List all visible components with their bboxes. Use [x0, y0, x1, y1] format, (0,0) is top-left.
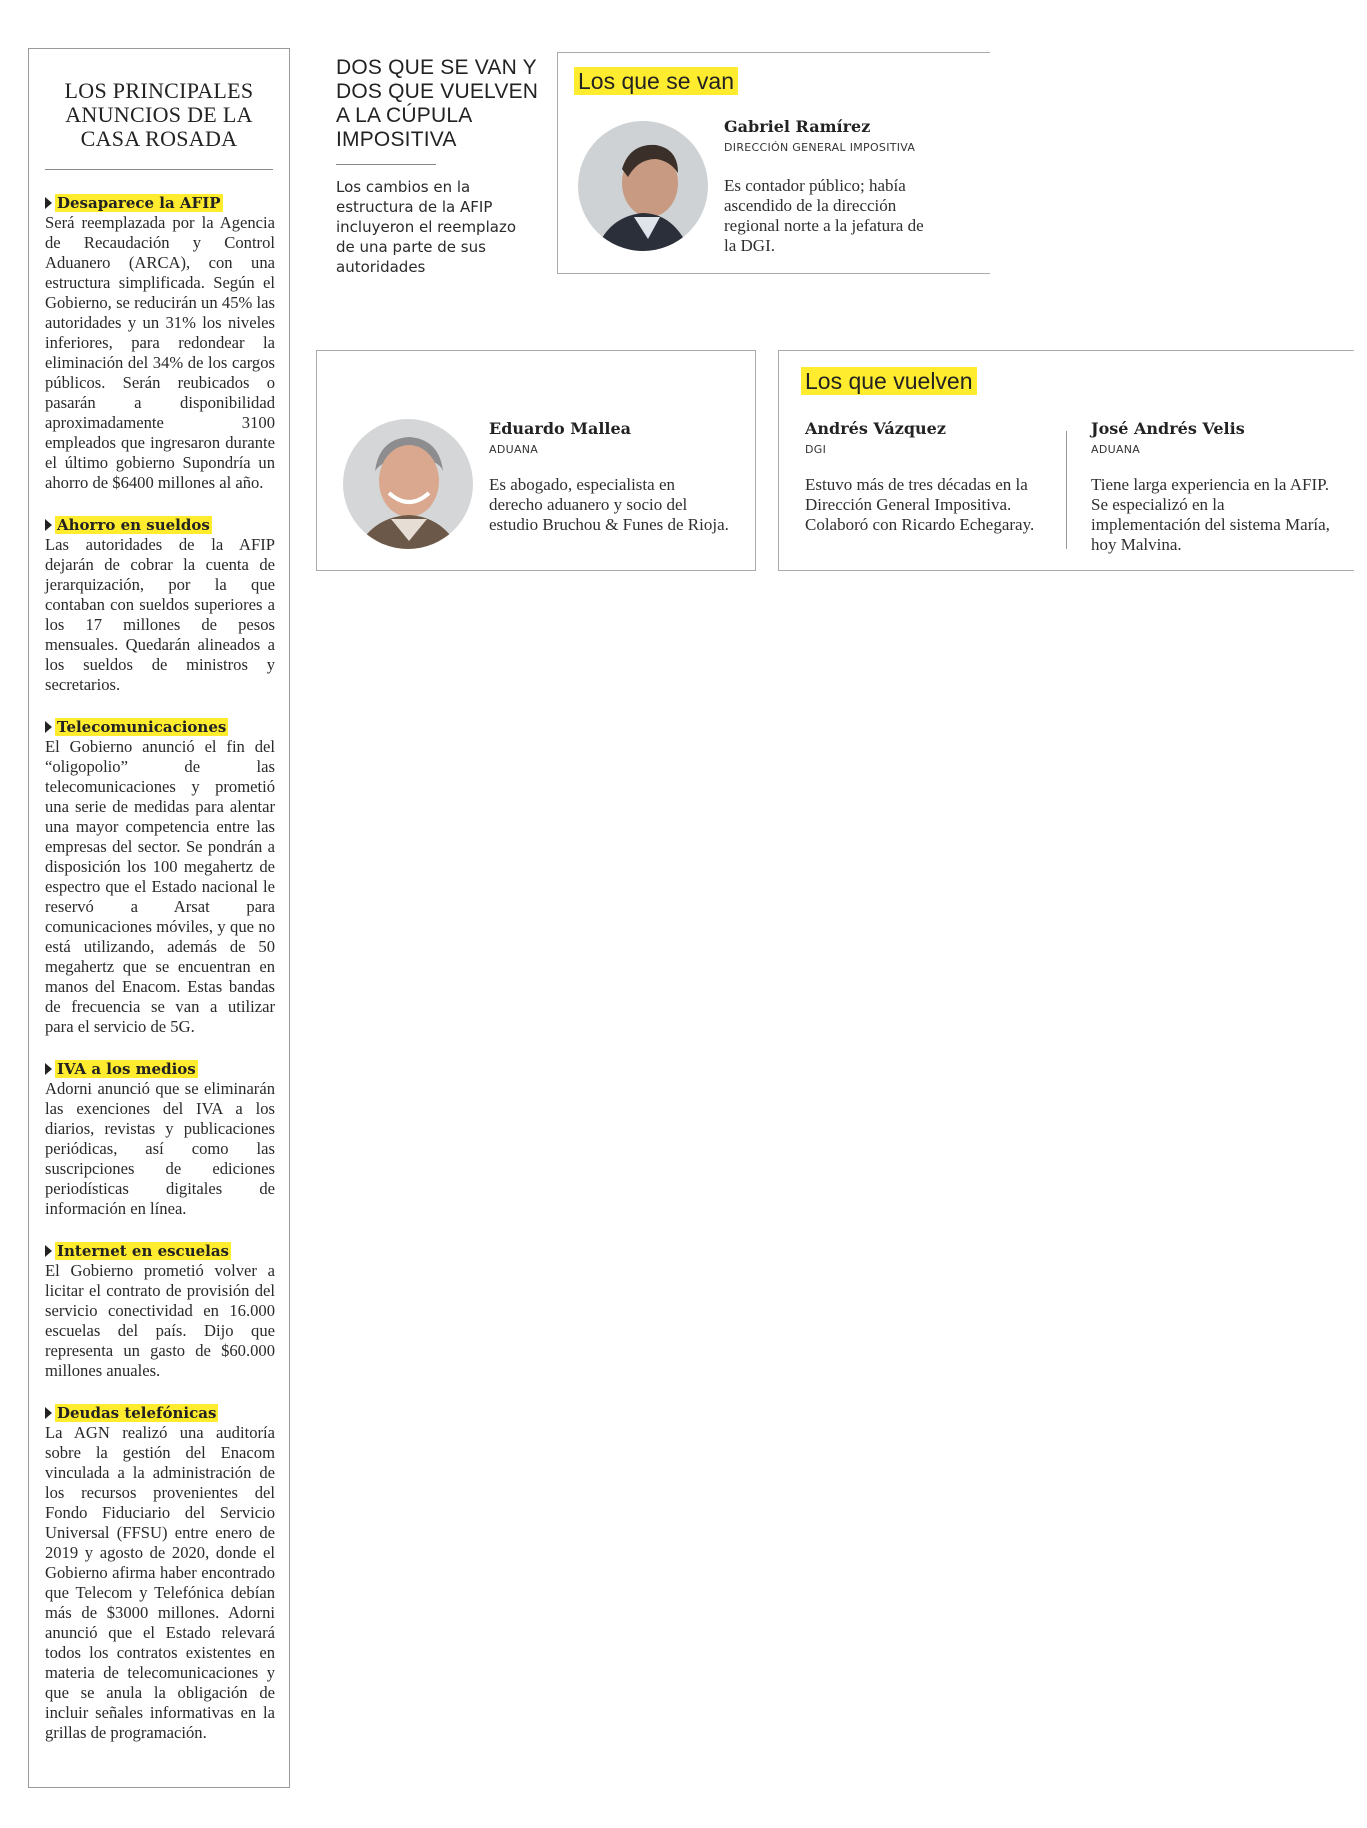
bullet-triangle-icon — [45, 1063, 52, 1075]
headline-divider — [336, 164, 436, 165]
announcement-body: Adorni anunció que se eliminarán las exenciones del IVA a los diarios, revistas y publicaciones periódicas, así como las suscripciones de ediciones periodísticas digitales de información en línea. — [45, 1079, 275, 1218]
person-role: ADUANA — [489, 443, 539, 456]
announcement-item — [45, 1059, 275, 1219]
article-headline: DOS QUE SE VAN Y DOS QUE VUELVEN A LA CÚPULA IMPOSITIVA — [336, 56, 539, 151]
announcement-title: Desaparece la AFIP — [57, 194, 221, 212]
bullet-triangle-icon — [45, 197, 52, 209]
announcement-body: El Gobierno prometió volver a licitar el contrato de provisión del servicio conectividad en 16.000 escuelas del país. Dijo que representa un gasto de $60.000 millones anuales. — [45, 1261, 275, 1380]
person-description: Tiene larga experiencia en la AFIP. Se especializó en la implementación del sistema María, hoy Malvina. — [1091, 475, 1330, 554]
mallea-box — [316, 350, 756, 571]
returning-section-title: Los que vuelven — [801, 367, 977, 395]
bullet-triangle-icon — [45, 721, 52, 733]
announcement-title: Ahorro en sueldos — [57, 516, 210, 534]
announcement-body: La AGN realizó una auditoría sobre la gestión del Enacom vinculada a la administración de los recursos provenientes del Fondo Fiduciario del Servicio Universal (FFSU) entre enero de 2019 y agosto de 2020, donde el Gobierno afirma haber encontrado que Telecom y Telefónica debían más de $3000 millones. Adorni anunció que el Estado relevará todos los contratos existentes en materia de telecomunicaciones y que se anula la obligación de incluir señales informativas en la grillas de programación. — [45, 1423, 275, 1742]
announcement-body: Será reemplazada por la Agencia de Recaudación y Control Aduanero (ARCA), con una estructura simplificada. Según el Gobierno, se reducirán un 45% las autoridades y un 31% los niveles inferiores, para redondear la eliminación del 34% de los cargos públicos. Serán reubicados o pasarán a disponibilidad aproximadamente 3100 empleados que ingresaron durante el último gobierno Supondría un ahorro de $6400 millones al año. — [45, 213, 275, 492]
sidebar-divider — [45, 169, 273, 170]
leaving-box — [557, 52, 990, 274]
person-description: Es contador público; había ascendido de la dirección regional norte a la jefatura de la DGI. — [724, 176, 924, 255]
announcements-sidebar — [28, 48, 290, 1788]
person-role: DIRECCIÓN GENERAL IMPOSITIVA — [724, 141, 916, 154]
leaving-section-title: Los que se van — [574, 67, 738, 95]
announcement-item — [45, 515, 275, 695]
portrait-icon — [578, 121, 708, 251]
announcement-title: Internet en escuelas — [57, 1242, 230, 1260]
bullet-triangle-icon — [45, 1245, 52, 1257]
announcement-list — [45, 193, 275, 1765]
announcement-item — [45, 717, 275, 1037]
person-role: DGI — [805, 443, 827, 456]
person-role: ADUANA — [1091, 443, 1141, 456]
announcement-body: El Gobierno anunció el fin del “oligopolio” de las telecomunicaciones y prometió una serie de medidas para alentar una mayor competencia entre las empresas del sector. Se pondrán a disposición los 100 megahertz de espectro que el Estado nacional le reservó a Arsat para comunicaciones móviles, y que no está utilizando, además de 50 megahertz que se encuentran en manos del Enacom. Estas bandas de frecuencia se van a utilizar para el servicio de 5G. — [45, 737, 275, 1036]
portrait-icon — [343, 419, 473, 549]
bullet-triangle-icon — [45, 1407, 52, 1419]
person-name: Andrés Vázquez — [805, 419, 946, 438]
avatar-eduardo-mallea — [343, 419, 473, 549]
announcement-body: Las autoridades de la AFIP dejarán de cobrar la cuenta de jerarquización, por la que contaban con sueldos superiores a los 17 millones de pesos mensuales. Quedarán alineados a los sueldos de ministros y secretarios. — [45, 535, 275, 694]
announcement-item — [45, 193, 275, 493]
person-name: Eduardo Mallea — [489, 419, 632, 438]
announcement-title: IVA a los medios — [57, 1060, 196, 1078]
announcement-item — [45, 1241, 275, 1381]
announcement-item — [45, 1403, 275, 1743]
person-name: Gabriel Ramírez — [724, 117, 871, 136]
column-divider — [1066, 431, 1067, 549]
sidebar-title: LOS PRINCIPALES ANUNCIOS DE LA CASA ROSADA — [64, 78, 254, 151]
announcement-title: Telecomunicaciones — [57, 718, 227, 736]
announcement-title: Deudas telefónicas — [57, 1404, 217, 1422]
avatar-gabriel-ramirez — [578, 121, 708, 251]
person-name: José Andrés Velis — [1091, 419, 1245, 438]
returning-box — [778, 350, 1354, 571]
article-intro: Los cambios en la estructura de la AFIP incluyeron el reemplazo de una parte de sus autoridades — [336, 178, 516, 276]
bullet-triangle-icon — [45, 519, 52, 531]
person-description: Estuvo más de tres décadas en la Dirección General Impositiva. Colaboró con Ricardo Echegaray. — [805, 475, 1035, 534]
person-description: Es abogado, especialista en derecho aduanero y socio del estudio Bruchou & Funes de Rioja. — [489, 475, 729, 534]
